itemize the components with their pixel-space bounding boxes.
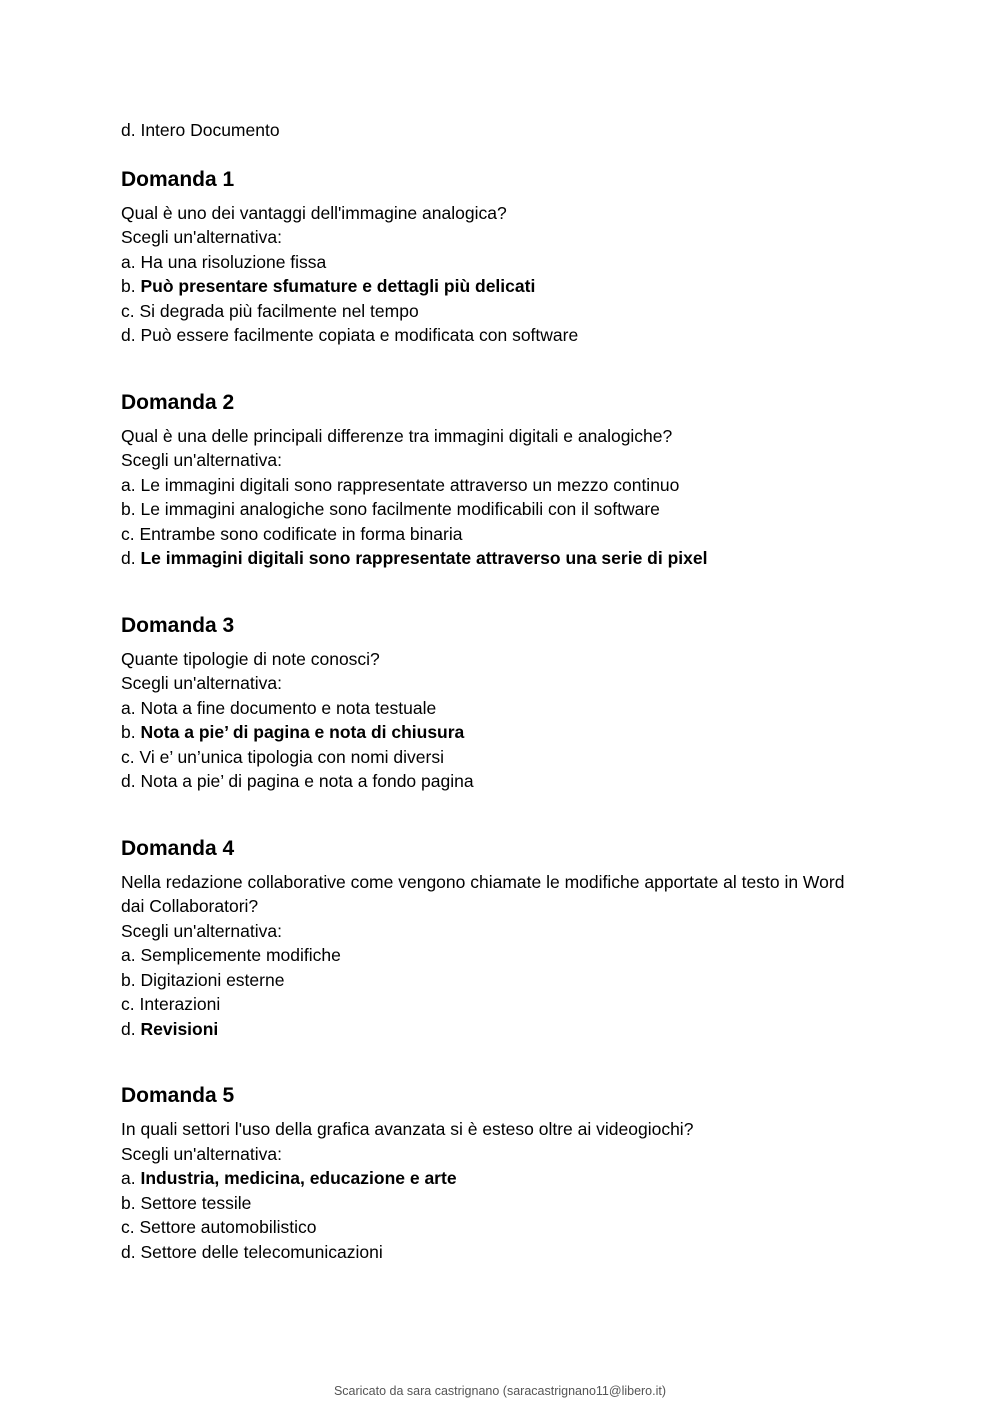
question-prompt: Scegli un'alternativa: <box>121 1143 282 1164</box>
option-b <box>121 968 861 993</box>
option-text: Le immagini analogiche sono facilmente modificabili con il software <box>140 499 660 519</box>
option-letter: c. <box>121 1217 135 1237</box>
option-b <box>121 1191 861 1216</box>
option-letter: d. <box>121 771 136 791</box>
question-heading: Domanda 2 <box>121 390 235 414</box>
option-a <box>121 943 861 968</box>
option-text: Settore delle telecomunicazioni <box>140 1241 383 1262</box>
option-letter: b. <box>121 722 136 742</box>
question-text: Qual è una delle principali differenze tra immagini digitali e analogiche? <box>121 425 673 446</box>
option-c <box>121 1215 861 1240</box>
option-d <box>121 769 861 794</box>
option-letter: c. <box>121 300 135 321</box>
option-c <box>121 522 861 547</box>
question-text: Nella redazione collaborative come vengono chiamate le modifiche apportate al testo in Word dai Collaboratori? <box>121 871 845 916</box>
option-b <box>121 274 861 299</box>
question-text: Quante tipologie di note conosci? <box>121 648 380 669</box>
leading-option: d. Intero Documento <box>121 120 280 140</box>
option-a <box>121 1166 861 1191</box>
question-heading: Domanda 3 <box>121 613 235 637</box>
option-c <box>121 745 861 770</box>
question-heading: Domanda 4 <box>121 836 235 860</box>
option-text: Ha una risoluzione fissa <box>140 251 327 272</box>
option-letter: c. <box>121 994 135 1014</box>
question-prompt: Scegli un'alternativa: <box>121 227 282 247</box>
option-text: Entrambe sono codificate in forma binaria <box>139 523 463 544</box>
correct-option-text: Può presentare sfumature e dettagli più delicati <box>140 276 536 296</box>
option-b <box>121 497 861 522</box>
option-letter: d. <box>121 1241 136 1262</box>
option-c <box>121 299 861 324</box>
question-heading: Domanda 5 <box>121 1084 235 1107</box>
option-a <box>121 250 861 275</box>
option-text: Settore tessile <box>140 1192 252 1213</box>
document-page <box>121 118 861 1264</box>
option-d <box>121 1240 861 1265</box>
option-text: Nota a pie’ di pagina e nota a fondo pagina <box>140 771 474 791</box>
option-text: Interazioni <box>139 994 221 1014</box>
option-text: Settore automobilistico <box>139 1217 317 1237</box>
option-letter: b. <box>121 276 136 296</box>
question-heading: Domanda 1 <box>121 167 235 191</box>
option-c <box>121 992 861 1017</box>
download-footer: Scaricato da sara castrignano (saracastrignano11@libero.it) <box>333 1384 667 1398</box>
option-text: Vi e’ un’unica tipologia con nomi diversi <box>139 746 444 767</box>
option-letter: b. <box>121 1192 136 1213</box>
option-text: Digitazioni esterne <box>140 969 285 990</box>
option-a <box>121 473 861 498</box>
correct-option-text: Le immagini digitali sono rappresentate attraverso una serie di pixel <box>140 548 708 568</box>
option-text: Le immagini digitali sono rappresentate attraverso un mezzo continuo <box>140 474 680 495</box>
option-letter: c. <box>121 523 135 544</box>
option-letter: a. <box>121 1168 136 1188</box>
option-text: Semplicemente modifiche <box>140 945 341 965</box>
question-prompt: Scegli un'alternativa: <box>121 673 282 693</box>
option-letter: b. <box>121 969 136 990</box>
correct-option-text: Nota a pie’ di pagina e nota di chiusura <box>140 722 465 742</box>
option-letter: a. <box>121 474 136 495</box>
option-text: Si degrada più facilmente nel tempo <box>139 300 419 321</box>
option-text: Può essere facilmente copiata e modificata con software <box>140 325 579 345</box>
option-letter: a. <box>121 697 136 718</box>
question-text: Qual è uno dei vantaggi dell'immagine analogica? <box>121 202 507 223</box>
option-a <box>121 696 861 721</box>
option-d <box>121 1017 861 1042</box>
option-d <box>121 323 861 348</box>
option-letter: b. <box>121 499 136 519</box>
question-prompt: Scegli un'alternativa: <box>121 450 282 470</box>
question-4 <box>121 836 861 1042</box>
question-3 <box>121 613 861 794</box>
question-1 <box>121 167 861 348</box>
option-letter: a. <box>121 945 136 965</box>
option-letter: c. <box>121 746 135 767</box>
option-d <box>121 546 861 571</box>
question-text: In quali settori l'uso della grafica avanzata si è esteso oltre ai videogiochi? <box>121 1119 694 1139</box>
option-letter: d. <box>121 1018 136 1039</box>
option-text: Nota a fine documento e nota testuale <box>140 697 437 718</box>
correct-option-text: Industria, medicina, educazione e arte <box>140 1168 457 1188</box>
correct-option-text: Revisioni <box>140 1018 219 1039</box>
option-letter: a. <box>121 251 136 272</box>
option-letter: d. <box>121 548 136 568</box>
question-2 <box>121 390 861 571</box>
option-letter: d. <box>121 325 136 345</box>
question-5 <box>121 1083 861 1264</box>
question-prompt: Scegli un'alternativa: <box>121 920 282 941</box>
option-b <box>121 720 861 745</box>
